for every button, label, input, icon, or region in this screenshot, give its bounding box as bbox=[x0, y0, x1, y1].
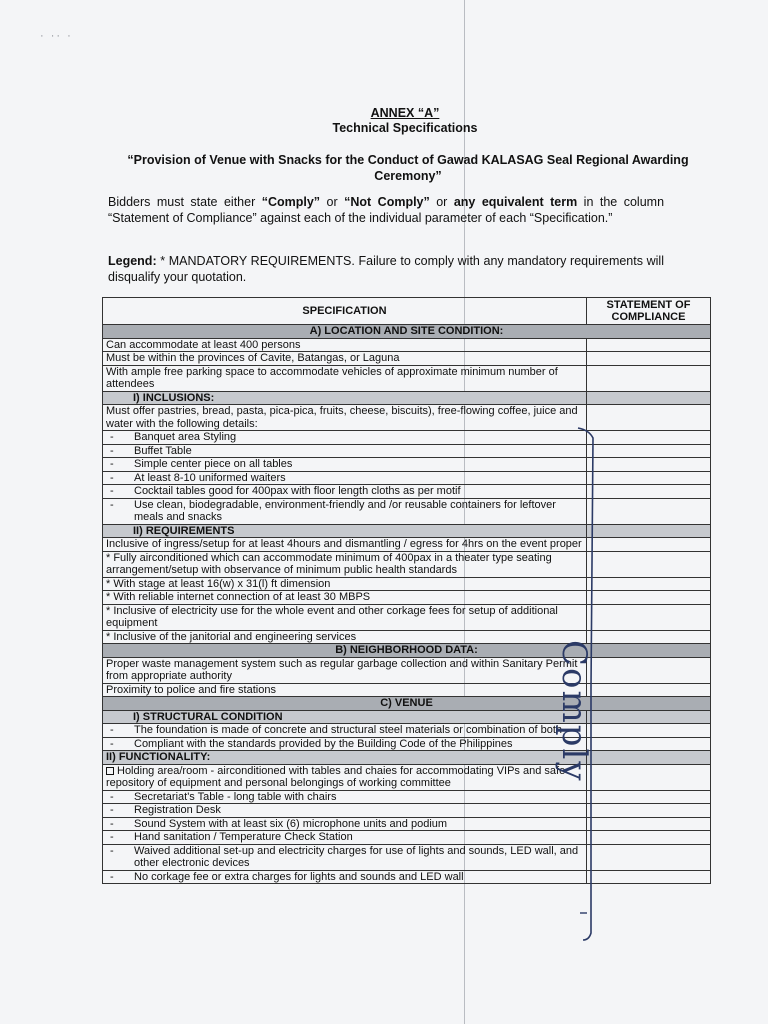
compliance-cell[interactable] bbox=[587, 790, 711, 804]
table-row bbox=[103, 831, 711, 845]
spec-cell bbox=[103, 431, 587, 445]
table-row bbox=[103, 804, 711, 818]
compliance-cell[interactable] bbox=[587, 577, 711, 591]
spec-cell: Inclusive of ingress/setup for at least 4hours and dismantling / egress for 4hrs on the event proper bbox=[103, 538, 587, 552]
compliance-cell[interactable] bbox=[587, 630, 711, 644]
item-text: Waived additional set-up and electricity charges for use of lights and sounds, LED wall, and other electronic devices bbox=[134, 844, 579, 869]
dash-bullet: - bbox=[110, 831, 114, 843]
spec-cell bbox=[103, 737, 587, 751]
spec-cell bbox=[103, 790, 587, 804]
table-row bbox=[103, 737, 711, 751]
table-row bbox=[103, 485, 711, 499]
dash-bullet: - bbox=[110, 444, 114, 457]
item-text: At least 8-10 uniformed waiters bbox=[134, 471, 286, 484]
table-row bbox=[103, 365, 711, 391]
item-text: Simple center piece on all tables bbox=[134, 458, 293, 470]
item-text: Banquet area Styling bbox=[134, 431, 237, 443]
dash-bullet: - bbox=[110, 844, 114, 857]
spec-cell: Proximity to police and fire stations bbox=[103, 683, 587, 697]
compliance-cell[interactable] bbox=[587, 538, 711, 552]
item-text: Cocktail tables good for 400pax with floor length cloths as per motif bbox=[134, 485, 461, 497]
spec-cell bbox=[103, 817, 587, 831]
table-row bbox=[103, 352, 711, 366]
spec-cell bbox=[103, 844, 587, 870]
spec-cell bbox=[103, 870, 587, 884]
functionality-header: II) FUNCTIONALITY: bbox=[103, 751, 587, 765]
spec-cell: * Fully airconditioned which can accommodate minimum of 400pax in a theater type seating arrangement/setup with observance of minimum public health standards bbox=[103, 551, 587, 577]
compliance-cell[interactable] bbox=[587, 604, 711, 630]
inclusions-header: I) INCLUSIONS: bbox=[103, 391, 587, 405]
compliance-cell[interactable] bbox=[587, 591, 711, 605]
dash-bullet: - bbox=[110, 804, 114, 816]
dash-bullet: - bbox=[110, 458, 114, 470]
col-header-specification: SPECIFICATION bbox=[103, 298, 587, 325]
spec-cell: Can accommodate at least 400 persons bbox=[103, 338, 587, 352]
compliance-cell bbox=[587, 710, 711, 724]
compliance-cell[interactable] bbox=[587, 817, 711, 831]
section-c-header: C) VENUE bbox=[103, 697, 711, 711]
legend-text: * MANDATORY REQUIREMENTS. Failure to comply with any mandatory requirements will disqualify your quotation. bbox=[108, 254, 664, 284]
subsection-row bbox=[103, 524, 711, 538]
comply-term: “Comply” bbox=[261, 195, 321, 209]
item-text: Secretariat's Table - long table with chairs bbox=[134, 790, 337, 803]
spec-cell: * With reliable internet connection of at least 30 MBPS bbox=[103, 591, 587, 605]
dash-bullet: - bbox=[110, 431, 114, 443]
compliance-cell bbox=[587, 751, 711, 765]
dash-bullet: - bbox=[110, 790, 114, 803]
instr-text: or bbox=[320, 195, 345, 209]
table-row bbox=[103, 764, 711, 790]
compliance-cell bbox=[587, 524, 711, 538]
subsection-row bbox=[103, 751, 711, 765]
col-header-compliance: STATEMENT OF COMPLIANCE bbox=[587, 298, 711, 325]
compliance-cell[interactable] bbox=[587, 405, 711, 431]
item-text: Buffet Table bbox=[134, 444, 192, 457]
spec-cell: Proper waste management system such as regular garbage collection and within Sanitary Permit from appropriate authority bbox=[103, 657, 587, 683]
compliance-cell[interactable] bbox=[587, 804, 711, 818]
legend-label: Legend: bbox=[108, 254, 157, 268]
spec-cell: * Inclusive of electricity use for the whole event and other corkage fees for setup of additional equipment bbox=[103, 604, 587, 630]
handwritten-comply: Comply bbox=[554, 640, 594, 783]
spec-cell bbox=[103, 498, 587, 524]
section-row bbox=[103, 697, 711, 711]
specification-table bbox=[102, 297, 711, 884]
equivalent-term: any equivalent term bbox=[453, 195, 578, 209]
table-row bbox=[103, 577, 711, 591]
table-row bbox=[103, 591, 711, 605]
table-row bbox=[103, 538, 711, 552]
table-row bbox=[103, 844, 711, 870]
instr-text: Bidders must state either bbox=[108, 195, 262, 209]
compliance-cell[interactable] bbox=[587, 737, 711, 751]
compliance-cell[interactable] bbox=[587, 764, 711, 790]
not-comply-term: “Not Comply” bbox=[344, 195, 430, 209]
table-row bbox=[103, 458, 711, 472]
dash-bullet: - bbox=[110, 737, 114, 750]
table-row bbox=[103, 683, 711, 697]
section-row bbox=[103, 644, 711, 658]
compliance-cell[interactable] bbox=[587, 458, 711, 472]
spec-cell: * With stage at least 16(w) x 31(l) ft dimension bbox=[103, 577, 587, 591]
compliance-cell[interactable] bbox=[587, 352, 711, 366]
dash-bullet: - bbox=[110, 817, 114, 830]
item-text: The foundation is made of concrete and structural steel materials or combination of both bbox=[134, 724, 563, 736]
compliance-cell[interactable] bbox=[587, 471, 711, 485]
subsection-row bbox=[103, 391, 711, 405]
section-a-header: A) LOCATION AND SITE CONDITION: bbox=[103, 325, 711, 339]
item-text: Compliant with the standards provided by the Building Code of the Philippines bbox=[134, 737, 513, 750]
document-subtitle: Technical Specifications bbox=[332, 121, 478, 135]
compliance-cell[interactable] bbox=[587, 657, 711, 683]
compliance-cell[interactable] bbox=[587, 365, 711, 391]
compliance-cell[interactable] bbox=[587, 431, 711, 445]
table-row bbox=[103, 657, 711, 683]
instr-text: or bbox=[429, 195, 454, 209]
spec-cell bbox=[103, 458, 587, 472]
item-text: Registration Desk bbox=[134, 804, 221, 816]
section-b-header: B) NEIGHBORHOOD DATA: bbox=[103, 644, 711, 658]
table-row bbox=[103, 604, 711, 630]
spec-cell bbox=[103, 444, 587, 458]
item-text: Sound System with at least six (6) microphone units and podium bbox=[134, 817, 448, 830]
compliance-cell[interactable] bbox=[587, 844, 711, 870]
table-row bbox=[103, 870, 711, 884]
dash-bullet: - bbox=[110, 870, 114, 883]
table-row bbox=[103, 790, 711, 804]
compliance-cell[interactable] bbox=[587, 870, 711, 884]
compliance-cell[interactable] bbox=[587, 831, 711, 845]
scan-marks: · ·· · bbox=[40, 30, 73, 42]
legend-paragraph bbox=[108, 253, 664, 285]
spec-cell bbox=[103, 724, 587, 738]
instr-text: in the column “Statement of Compliance” against each of the individual parameter of each “Specification.” bbox=[108, 195, 665, 225]
compliance-cell[interactable] bbox=[587, 485, 711, 499]
compliance-cell[interactable] bbox=[587, 498, 711, 524]
spec-cell: Must be within the provinces of Cavite, Batangas, or Laguna bbox=[103, 352, 587, 366]
subsection-row bbox=[103, 710, 711, 724]
spec-cell bbox=[103, 804, 587, 818]
table-row bbox=[103, 630, 711, 644]
item-text: Holding area/room - airconditioned with tables and chaies for accommodating VIPs and safe repository of equipment and personal belongings of working committee bbox=[106, 764, 566, 789]
table-row bbox=[103, 444, 711, 458]
table-row bbox=[103, 498, 711, 524]
dash-bullet: - bbox=[110, 498, 114, 511]
section-row bbox=[103, 325, 711, 339]
spec-cell bbox=[103, 764, 587, 790]
item-text: No corkage fee or extra charges for lights and sounds and LED wall bbox=[134, 870, 464, 883]
item-text: Use clean, biodegradable, environment-friendly and /or reusable containers for leftover meals and snacks bbox=[134, 498, 556, 523]
project-title: “Provision of Venue with Snacks for the Conduct of Gawad KALASAG Seal Regional Awarding Ceremony” bbox=[127, 153, 689, 183]
square-bullet-icon bbox=[106, 767, 114, 775]
instructions-paragraph bbox=[108, 194, 664, 226]
document-header bbox=[100, 106, 710, 136]
requirements-header: II) REQUIREMENTS bbox=[103, 524, 587, 538]
item-text: Hand sanitation / Temperature Check Station bbox=[134, 831, 353, 843]
compliance-cell[interactable] bbox=[587, 724, 711, 738]
spec-cell: Must offer pastries, bread, pasta, pica-pica, fruits, cheese, biscuits), free-flowing coffee, juice and water with the following details: bbox=[103, 405, 587, 431]
compliance-cell[interactable] bbox=[587, 551, 711, 577]
spec-cell bbox=[103, 471, 587, 485]
spec-cell: * Inclusive of the janitorial and engineering services bbox=[103, 630, 587, 644]
compliance-cell[interactable] bbox=[587, 444, 711, 458]
dash-bullet: - bbox=[110, 485, 114, 497]
table-row bbox=[103, 817, 711, 831]
table-header-row bbox=[103, 298, 711, 325]
compliance-cell[interactable] bbox=[587, 338, 711, 352]
dash-bullet: - bbox=[110, 724, 114, 736]
structural-header: I) STRUCTURAL CONDITION bbox=[103, 710, 587, 724]
table-row bbox=[103, 551, 711, 577]
table-row bbox=[103, 338, 711, 352]
compliance-cell[interactable] bbox=[587, 683, 711, 697]
compliance-cell bbox=[587, 391, 711, 405]
table-row bbox=[103, 724, 711, 738]
dash-bullet: - bbox=[110, 471, 114, 484]
table-row bbox=[103, 405, 711, 431]
table-row bbox=[103, 431, 711, 445]
spec-cell bbox=[103, 831, 587, 845]
spec-cell: With ample free parking space to accommodate vehicles of approximate minimum number of attendees bbox=[103, 365, 587, 391]
spec-cell bbox=[103, 485, 587, 499]
annex-title: ANNEX “A” bbox=[370, 106, 440, 120]
table-row bbox=[103, 471, 711, 485]
